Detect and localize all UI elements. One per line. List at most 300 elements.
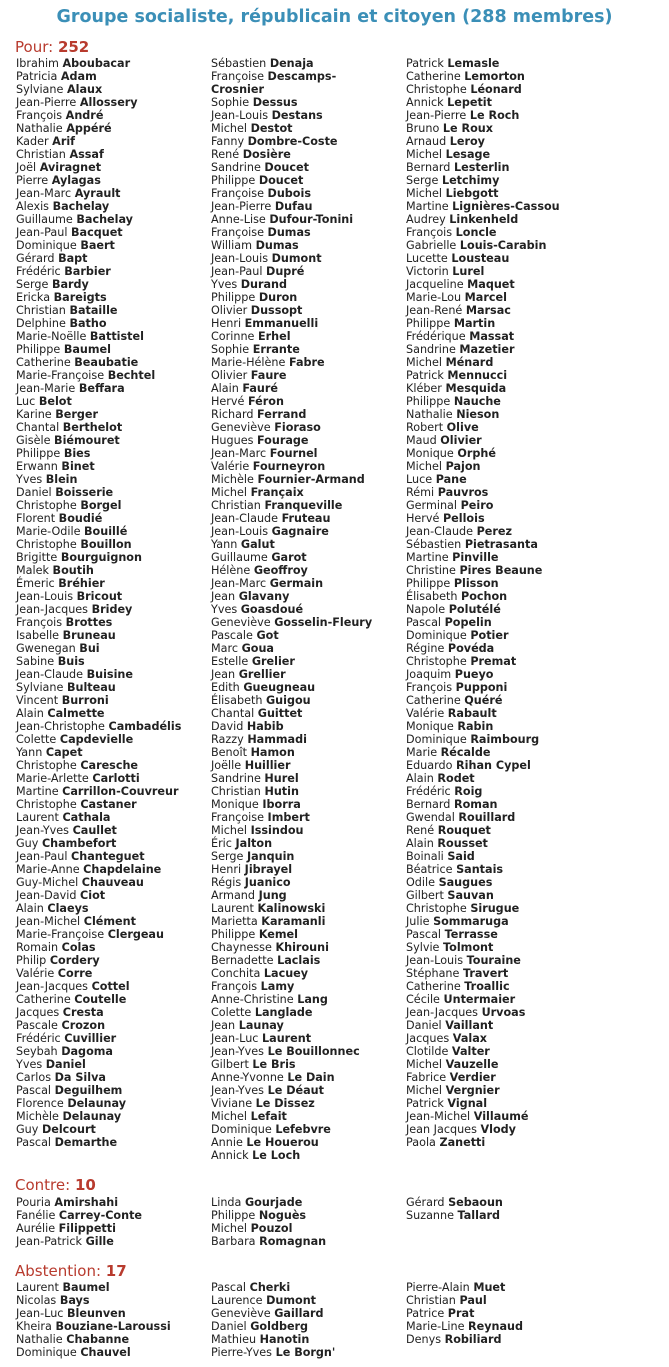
last-name: Boudié	[58, 512, 103, 525]
last-name: Valax	[452, 1032, 487, 1045]
last-name: Zanetti	[439, 1136, 486, 1149]
first-name: Jean	[211, 1019, 236, 1032]
last-name: Dumas	[255, 239, 299, 252]
last-name: Capet	[45, 746, 83, 759]
member-name	[16, 1006, 211, 1019]
member-name	[406, 655, 601, 668]
last-name: Assaf	[69, 148, 104, 161]
member-name	[211, 1019, 406, 1032]
member-name	[211, 785, 406, 798]
last-name: Bays	[59, 1294, 90, 1307]
member-name	[16, 850, 211, 863]
first-name: Philippe	[16, 343, 61, 356]
last-name: Vauzelle	[445, 1058, 499, 1071]
member-name	[211, 915, 406, 928]
member-name	[211, 863, 406, 876]
last-name: Durand	[240, 278, 288, 291]
first-name: Jean-Jacques	[16, 980, 88, 993]
member-name	[406, 57, 601, 70]
member-name	[211, 96, 406, 109]
last-name: Lamy	[260, 980, 295, 993]
section-label: Pour:	[15, 38, 54, 56]
first-name: Jean-Jacques	[406, 1006, 478, 1019]
last-name: Bies	[63, 447, 91, 460]
first-name: Marietta	[211, 915, 258, 928]
member-name	[406, 720, 601, 733]
last-name: Le Loch	[252, 1149, 301, 1162]
member-name	[16, 356, 211, 369]
last-name: Glavany	[238, 590, 290, 603]
first-name: Lucette	[406, 252, 448, 265]
member-name	[16, 1097, 211, 1110]
last-name: Lefebvre	[275, 1123, 331, 1136]
member-name	[406, 889, 601, 902]
member-name	[211, 1333, 406, 1346]
last-name: Lignières-Cassou	[452, 200, 560, 213]
first-name: Jean-Michel	[16, 915, 81, 928]
last-name: Bareigts	[53, 291, 107, 304]
member-name	[406, 551, 601, 564]
member-name	[406, 434, 601, 447]
first-name: Michel	[406, 148, 442, 161]
first-name: Chantal	[16, 421, 60, 434]
last-name: Touraine	[466, 954, 521, 967]
member-name	[406, 96, 601, 109]
last-name: Jalton	[235, 837, 273, 850]
first-name: Hervé	[406, 512, 440, 525]
last-name: Appéré	[66, 122, 112, 135]
first-name: Guy	[16, 1123, 39, 1136]
member-name	[211, 304, 406, 317]
member-name	[406, 174, 601, 187]
last-name: Maquet	[467, 278, 515, 291]
first-name: Jean-Louis	[406, 954, 464, 967]
member-name	[16, 798, 211, 811]
first-name: Karine	[16, 408, 52, 421]
first-name: Jean-Christophe	[16, 720, 105, 733]
last-name: Battistel	[89, 330, 144, 343]
last-name: Fauré	[242, 382, 278, 395]
first-name: Jean-Louis	[211, 525, 269, 538]
last-name: Coutelle	[74, 993, 127, 1006]
name-column	[16, 57, 211, 1149]
first-name: Jean-Yves	[16, 824, 70, 837]
last-name: Rouquet	[437, 824, 491, 837]
member-name	[406, 538, 601, 551]
first-name: Conchita	[211, 967, 261, 980]
first-name: Christophe	[406, 83, 467, 96]
last-name: Bréhier	[58, 577, 105, 590]
last-name: Colas	[61, 941, 96, 954]
last-name: Franqueville	[264, 499, 343, 512]
member-name	[406, 876, 601, 889]
last-name: Linkenheld	[449, 213, 519, 226]
first-name: Jean-Pierre	[211, 200, 272, 213]
last-name: Chapdelaine	[83, 863, 162, 876]
last-name: Nieson	[456, 408, 500, 421]
first-name: Michel	[406, 1084, 442, 1097]
member-name	[406, 291, 601, 304]
member-name	[406, 668, 601, 681]
first-name: Seybah	[16, 1045, 58, 1058]
last-name: Erhel	[258, 330, 291, 343]
member-name	[211, 226, 406, 239]
member-name	[16, 759, 211, 772]
last-name: Gourjade	[244, 1196, 303, 1209]
first-name: Martine	[406, 551, 449, 564]
first-name: Jean-Yves	[211, 1084, 265, 1097]
first-name: Bruno	[406, 122, 440, 135]
last-name: Clément	[83, 915, 136, 928]
first-name: Catherine	[406, 980, 461, 993]
member-name	[406, 902, 601, 915]
member-name	[211, 473, 406, 486]
first-name: Paola	[406, 1136, 436, 1149]
member-name	[211, 1136, 406, 1149]
last-name: Kalinowski	[257, 902, 326, 915]
last-name: Grelier	[251, 655, 295, 668]
first-name: Michel	[211, 1222, 247, 1235]
first-name: Pierre-Yves	[211, 1346, 273, 1359]
last-name: Carlotti	[92, 772, 140, 785]
last-name: Lurel	[452, 265, 485, 278]
last-name: Amirshahi	[54, 1196, 119, 1209]
last-name: Massat	[469, 330, 515, 343]
member-name	[211, 369, 406, 382]
last-name: Marsac	[465, 304, 511, 317]
last-name: Rabin	[457, 720, 494, 733]
first-name: Dominique	[16, 1346, 77, 1359]
member-name	[406, 265, 601, 278]
member-name	[16, 876, 211, 889]
member-name	[16, 1196, 211, 1209]
first-name: Kheira	[16, 1320, 52, 1333]
last-name: Travert	[462, 967, 509, 980]
member-name	[211, 109, 406, 122]
member-name	[211, 1058, 406, 1071]
first-name: Jean	[211, 590, 236, 603]
first-name: Serge	[16, 278, 49, 291]
first-name: Hélène	[211, 564, 251, 577]
section-count: 17	[105, 1262, 127, 1280]
first-name: Sylviane	[16, 681, 64, 694]
first-name: Edith	[211, 681, 240, 694]
member-name	[211, 1307, 406, 1320]
last-name: Blein	[45, 473, 78, 486]
member-name	[16, 161, 211, 174]
first-name: Françoise	[211, 187, 264, 200]
first-name: Dominique	[406, 629, 467, 642]
last-name: Loncle	[455, 226, 497, 239]
member-name	[406, 759, 601, 772]
member-name	[211, 161, 406, 174]
member-name	[406, 161, 601, 174]
first-name: Colette	[211, 1006, 252, 1019]
first-name: Alexis	[16, 200, 50, 213]
last-name: Pouzol	[250, 1222, 293, 1235]
section-count: 252	[57, 38, 90, 56]
member-name	[211, 1346, 406, 1359]
member-name	[16, 304, 211, 317]
first-name: Romain	[16, 941, 59, 954]
last-name: Rousset	[437, 837, 488, 850]
first-name: Napole	[406, 603, 446, 616]
first-name: Pascal	[16, 1136, 52, 1149]
first-name: Germinal	[406, 499, 458, 512]
last-name: Doucet	[258, 174, 304, 187]
last-name: Bachelay	[52, 200, 110, 213]
member-name	[211, 499, 406, 512]
first-name: Luce	[406, 473, 433, 486]
member-name	[406, 629, 601, 642]
last-name: Le Roux	[442, 122, 493, 135]
member-name	[16, 772, 211, 785]
first-name: Chaynesse	[211, 941, 272, 954]
member-name	[406, 408, 601, 421]
name-column	[16, 1281, 211, 1359]
last-name: Claeys	[47, 902, 89, 915]
member-name	[16, 603, 211, 616]
last-name: Cathala	[62, 811, 111, 824]
last-name: Filippetti	[58, 1222, 116, 1235]
first-name: Richard	[211, 408, 254, 421]
last-name: Liebgott	[445, 187, 499, 200]
first-name: Jean-Luc	[16, 1307, 64, 1320]
last-name: Gueugneau	[243, 681, 316, 694]
first-name: Kader	[16, 135, 49, 148]
member-name	[211, 564, 406, 577]
first-name: Yves	[16, 1058, 43, 1071]
last-name: Bouillé	[84, 525, 128, 538]
member-name	[406, 694, 601, 707]
member-name	[16, 109, 211, 122]
member-name	[211, 1071, 406, 1084]
last-name: Paul	[459, 1294, 487, 1307]
first-name: Rémi	[406, 486, 435, 499]
member-name	[211, 876, 406, 889]
first-name: Laurent	[16, 811, 59, 824]
member-name	[211, 681, 406, 694]
first-name: Jean-Paul	[16, 226, 68, 239]
name-column	[211, 1281, 406, 1359]
first-name: Françoise	[211, 811, 264, 824]
member-name	[16, 486, 211, 499]
last-name: Dussopt	[250, 304, 303, 317]
member-name	[406, 603, 601, 616]
first-name: Michel	[406, 356, 442, 369]
member-name	[406, 382, 601, 395]
last-name: Bacquet	[71, 226, 123, 239]
member-name	[211, 980, 406, 993]
name-column	[406, 1196, 601, 1222]
last-name: Goldberg	[250, 1320, 309, 1333]
last-name: Dufour-Tonini	[269, 213, 354, 226]
last-name: Pires Beaune	[459, 564, 543, 577]
last-name: Chauveau	[81, 876, 144, 889]
member-name	[211, 460, 406, 473]
member-name	[16, 863, 211, 876]
first-name: Sandrine	[406, 343, 456, 356]
last-name: Le Bouillonnec	[267, 1045, 360, 1058]
last-name: Got	[256, 629, 279, 642]
last-name: Letchimy	[441, 174, 500, 187]
last-name: Cambadélis	[108, 720, 182, 733]
member-name	[211, 57, 406, 70]
first-name: Jean-Pierre	[406, 109, 467, 122]
first-name: Pascal	[406, 928, 442, 941]
last-name: Peiro	[460, 499, 494, 512]
member-name	[211, 720, 406, 733]
member-name	[211, 967, 406, 980]
last-name: Lousteau	[451, 252, 510, 265]
first-name: Nathalie	[406, 408, 453, 421]
last-name: Dufau	[274, 200, 313, 213]
first-name: Laurent	[211, 902, 254, 915]
last-name: Lepetit	[447, 96, 492, 109]
member-name	[211, 525, 406, 538]
first-name: Michel	[406, 1058, 442, 1071]
last-name: Belot	[38, 395, 72, 408]
member-name	[211, 746, 406, 759]
last-name: Juanico	[244, 876, 291, 889]
member-name	[406, 148, 601, 161]
member-name	[211, 551, 406, 564]
member-name	[211, 434, 406, 447]
member-name	[16, 499, 211, 512]
member-name	[16, 668, 211, 681]
last-name: Gosselin-Fleury	[274, 616, 373, 629]
first-name: Jean-David	[16, 889, 77, 902]
first-name: François	[406, 681, 453, 694]
last-name: Cresta	[62, 1006, 104, 1019]
first-name: Sophie	[211, 343, 250, 356]
first-name: Jean Jacques	[406, 1123, 477, 1136]
member-name	[16, 1045, 211, 1058]
last-name: Calmette	[47, 707, 105, 720]
member-name	[406, 525, 601, 538]
first-name: Jean-Claude	[211, 512, 279, 525]
member-name	[16, 369, 211, 382]
member-name	[16, 655, 211, 668]
first-name: Daniel	[16, 486, 52, 499]
last-name: Lesterlin	[453, 161, 510, 174]
first-name: Pouria	[16, 1196, 51, 1209]
last-name: Galut	[240, 538, 275, 551]
first-name: Arnaud	[406, 135, 447, 148]
first-name: Jean-Claude	[16, 668, 84, 681]
first-name: Ericka	[16, 291, 51, 304]
last-name: Geoffroy	[253, 564, 308, 577]
last-name: Bechtel	[107, 369, 156, 382]
member-name	[406, 863, 601, 876]
section-label: Abstention:	[15, 1262, 102, 1280]
last-name: Pueyo	[454, 668, 494, 681]
first-name: Geneviève	[211, 421, 271, 434]
last-name: Beffara	[78, 382, 125, 395]
first-name: Armand	[211, 889, 256, 902]
last-name: Goua	[241, 642, 274, 655]
member-name	[406, 642, 601, 655]
last-name: Olivier	[440, 434, 482, 447]
member-name	[406, 616, 601, 629]
last-name: Cottel	[91, 980, 130, 993]
first-name: Philippe	[211, 1209, 256, 1222]
first-name: Michel	[211, 1110, 247, 1123]
first-name: Michèle	[211, 473, 254, 486]
first-name: Yann	[211, 538, 238, 551]
last-name: Pane	[435, 473, 467, 486]
first-name: Anne-Christine	[211, 993, 294, 1006]
last-name: Cordery	[49, 954, 100, 967]
last-name: Bleunven	[67, 1307, 126, 1320]
member-name	[16, 564, 211, 577]
first-name: Marie-Arlette	[16, 772, 89, 785]
member-name	[406, 1196, 601, 1209]
last-name: Janquin	[246, 850, 295, 863]
member-name	[211, 1149, 406, 1162]
first-name: Barbara	[211, 1235, 256, 1248]
first-name: Gisèle	[16, 434, 51, 447]
first-name: Christophe	[406, 655, 467, 668]
member-name	[16, 746, 211, 759]
member-name	[211, 447, 406, 460]
last-name: Baumel	[63, 343, 111, 356]
member-name	[211, 265, 406, 278]
last-name: Borgel	[80, 499, 122, 512]
last-name: Jibrayel	[244, 863, 293, 876]
member-name	[211, 187, 406, 200]
member-name	[406, 928, 601, 941]
last-name: Clergeau	[107, 928, 164, 941]
last-name: Delaunay	[62, 1110, 122, 1123]
first-name: Denys	[406, 1333, 442, 1346]
member-name	[16, 577, 211, 590]
member-name	[16, 187, 211, 200]
first-name: Eduardo	[406, 759, 453, 772]
name-column	[406, 1281, 601, 1346]
first-name: William	[211, 239, 253, 252]
last-name: Dombre-Coste	[247, 135, 338, 148]
first-name: Yann	[16, 746, 43, 759]
first-name: Valérie	[16, 967, 55, 980]
member-name	[406, 1281, 601, 1294]
first-name: Gilbert	[406, 889, 444, 902]
member-name	[211, 70, 406, 83]
first-name: François	[406, 226, 453, 239]
first-name: Jean-Yves	[211, 1045, 265, 1058]
member-name	[16, 837, 211, 850]
last-name: Le Roch	[469, 109, 520, 122]
first-name: Mathieu	[211, 1333, 257, 1346]
member-name	[16, 629, 211, 642]
last-name: Grellier	[238, 668, 286, 681]
last-name: Sirugue	[470, 902, 520, 915]
member-name	[406, 837, 601, 850]
first-name: Gwendal	[406, 811, 455, 824]
first-name: Florence	[16, 1097, 64, 1110]
member-name	[16, 538, 211, 551]
member-name	[16, 226, 211, 239]
last-name: Dessus	[252, 96, 298, 109]
last-name: Vignal	[447, 1097, 488, 1110]
first-name: Marie	[406, 746, 438, 759]
last-name: Bulteau	[66, 681, 116, 694]
member-name	[16, 1222, 211, 1235]
member-name	[16, 1281, 211, 1294]
first-name: Marie-Line	[406, 1320, 465, 1333]
first-name: Françoise	[211, 70, 264, 83]
member-name	[16, 967, 211, 980]
